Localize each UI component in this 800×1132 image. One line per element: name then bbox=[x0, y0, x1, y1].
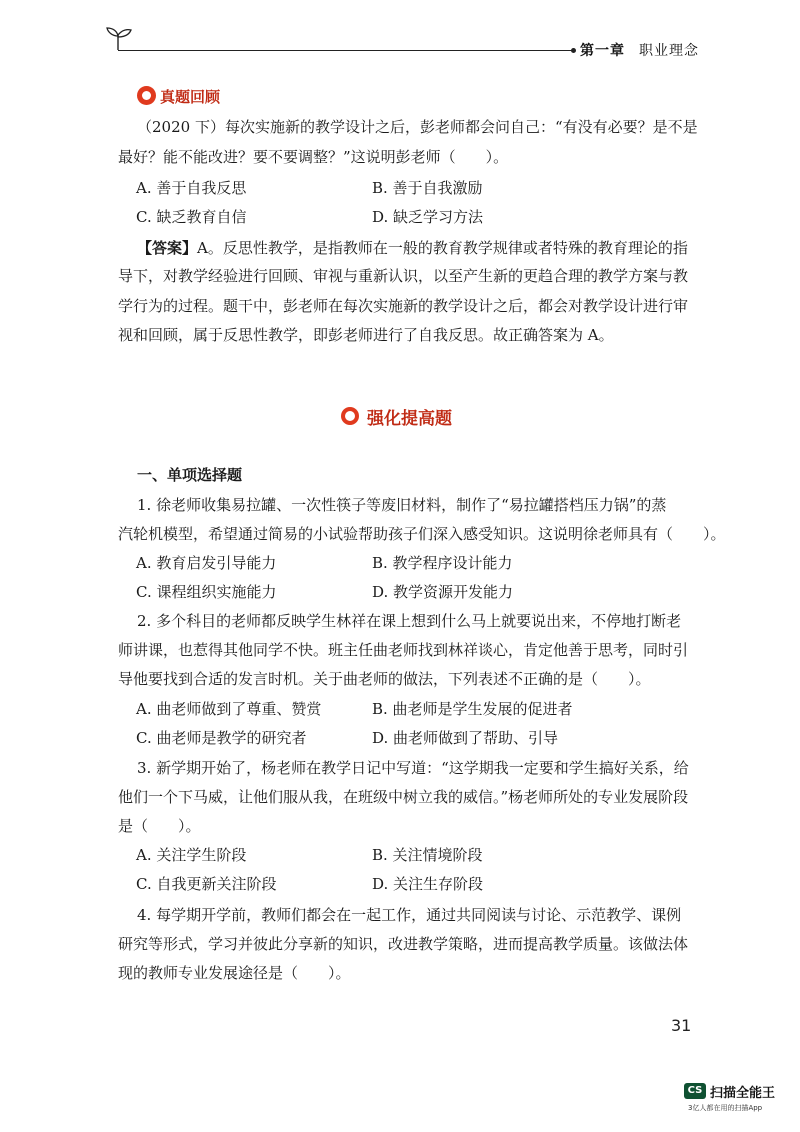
practice-heading-text: 强化提高题 bbox=[367, 409, 452, 429]
review-heading-icon bbox=[137, 86, 156, 105]
page-number: 31 bbox=[671, 1016, 692, 1035]
sprout-icon bbox=[104, 26, 134, 50]
review-option-d: D. 缺乏学习方法 bbox=[372, 208, 484, 226]
review-question-line: 最好？能不能改进？要不要调整？”这说明彭老师（ ）。 bbox=[118, 148, 509, 166]
review-answer-line bbox=[137, 238, 688, 258]
header-rule bbox=[118, 50, 573, 51]
q1-option-c: C. 课程组织实施能力 bbox=[136, 583, 277, 601]
watermark-name: 扫描全能王 bbox=[710, 1086, 776, 1101]
question-3-line: 他们一个下马威，让他们服从我，在班级中树立我的威信。”杨老师所处的专业发展阶段 bbox=[118, 788, 689, 806]
question-4-line: 现的教师专业发展途径是（ ）。 bbox=[118, 964, 351, 982]
running-header bbox=[580, 40, 699, 60]
q3-option-b: B. 关注情境阶段 bbox=[372, 846, 483, 864]
chapter-title: 职业理念 bbox=[639, 43, 699, 59]
question-1-line: 1. 徐老师收集易拉罐、一次性筷子等废旧材料，制作了“易拉罐搭档压力锅”的蒸 bbox=[137, 496, 667, 514]
question-4-line: 4. 每学期开学前，教师们都会在一起工作，通过共同阅读与讨论、示范教学、课例 bbox=[137, 906, 682, 924]
watermark-tagline: 3亿人都在用的扫描App bbox=[688, 1104, 763, 1112]
question-4-line: 研究等形式，学习并彼此分享新的知识，改进教学策略，进而提高教学质量。该做法体 bbox=[118, 935, 689, 953]
review-question-line: （2020 下）每次实施新的教学设计之后，彭老师都会问自己：“有没有必要？是不是 bbox=[137, 118, 698, 136]
answer-label: 【答案】 bbox=[137, 239, 198, 257]
answer-text: A。反思性教学，是指教师在一般的教育教学规律或者特殊的教育理论的指 bbox=[197, 239, 688, 257]
q1-option-d: D. 教学资源开发能力 bbox=[372, 583, 514, 601]
question-3-line: 3. 新学期开始了，杨老师在教学日记中写道：“这学期我一定要和学生搞好关系，给 bbox=[137, 759, 689, 777]
q2-option-c: C. 曲老师是教学的研究者 bbox=[136, 729, 307, 747]
question-2-line: 师讲课，也惹得其他同学不快。班主任曲老师找到林祥谈心，肯定他善于思考，同时引 bbox=[118, 641, 689, 659]
q1-option-b: B. 教学程序设计能力 bbox=[372, 554, 513, 572]
question-3-line: 是（ ）。 bbox=[118, 817, 201, 835]
review-answer-line: 视和回顾，属于反思性教学，即彭老师进行了自我反思。故正确答案为 A。 bbox=[118, 326, 614, 344]
q1-option-a: A. 教育启发引导能力 bbox=[136, 554, 277, 572]
q2-option-b: B. 曲老师是学生发展的促进者 bbox=[372, 700, 573, 718]
review-answer-line: 导下，对教学经验进行回顾、审视与重新认识，以至产生新的更趋合理的教学方案与教 bbox=[118, 267, 689, 285]
review-option-b: B. 善于自我激励 bbox=[372, 179, 483, 197]
q3-option-d: D. 关注生存阶段 bbox=[372, 875, 484, 893]
review-option-c: C. 缺乏教育自信 bbox=[136, 208, 247, 226]
review-option-a: A. 善于自我反思 bbox=[136, 179, 247, 197]
q2-option-a: A. 曲老师做到了尊重、赞赏 bbox=[136, 700, 322, 718]
review-answer-line: 学行为的过程。题干中，彭老师在每次实施新的教学设计之后，都会对教学设计进行审 bbox=[118, 297, 689, 315]
question-1-line: 汽轮机模型，希望通过简易的小试验帮助孩子们深入感受知识。这说明徐老师具有（ ）。 bbox=[118, 525, 726, 543]
q2-option-d: D. 曲老师做到了帮助、引导 bbox=[372, 729, 559, 747]
q3-option-a: A. 关注学生阶段 bbox=[136, 846, 247, 864]
question-2-line: 导他要找到合适的发言时机。关于曲老师的做法，下列表述不正确的是（ ）。 bbox=[118, 670, 651, 688]
section-subheading: 一、单项选择题 bbox=[137, 466, 243, 484]
header-rule-dot bbox=[571, 48, 576, 53]
chapter-label: 第一章 bbox=[580, 43, 625, 59]
practice-heading-icon bbox=[341, 407, 359, 425]
question-2-line: 2. 多个科目的老师都反映学生林祥在课上想到什么马上就要说出来，不停地打断老 bbox=[137, 612, 682, 630]
camscanner-logo-icon: CS bbox=[684, 1083, 706, 1099]
q3-option-c: C. 自我更新关注阶段 bbox=[136, 875, 277, 893]
review-heading: 真题回顾 bbox=[160, 88, 221, 106]
